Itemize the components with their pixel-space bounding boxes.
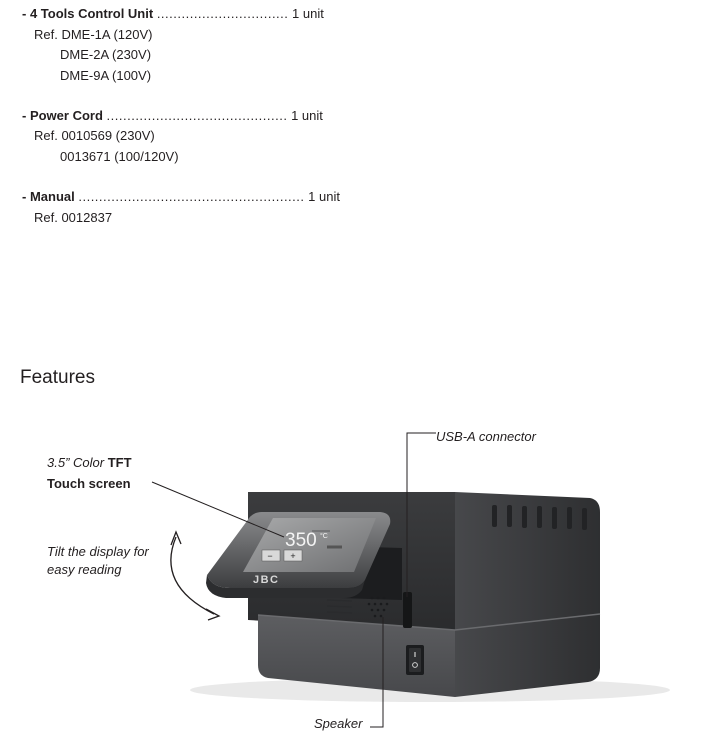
- touch-screen-callout: Touch screen: [47, 476, 131, 491]
- tft-callout-tft: TFT: [107, 455, 132, 470]
- tilt-callout-line1: Tilt the display for: [47, 544, 149, 559]
- speaker-callout: Speaker: [314, 716, 363, 731]
- svg-text:−: −: [267, 551, 273, 561]
- item-ref: Ref. DME-1A (120V): [34, 27, 153, 42]
- tft-callout-size: 3.5” Color: [47, 455, 105, 470]
- screen-temperature-unit: °C: [320, 533, 328, 540]
- item-label: - Power Cord: [22, 108, 103, 123]
- unit-side-panel: [455, 492, 600, 697]
- item-ref: 0013671 (100/120V): [60, 149, 179, 164]
- tft-callout: [47, 452, 132, 473]
- item-ref: Ref. 0010569 (230V): [34, 128, 155, 143]
- item-ref: DME-2A (230V): [60, 47, 152, 62]
- item-dots: ............................................: [106, 108, 288, 123]
- item-qty: 1 unit: [308, 189, 340, 204]
- item-ref: DME-9A (100V): [60, 68, 152, 83]
- screen-temperature: 350: [285, 530, 317, 551]
- svg-text:+: +: [290, 551, 296, 561]
- item-label: - Manual: [22, 189, 75, 204]
- tilt-callout-line2: easy reading: [47, 562, 122, 577]
- item-qty: 1 unit: [291, 108, 323, 123]
- item-ref: Ref. 0012837: [34, 210, 113, 225]
- item-dots: .......................................................: [78, 189, 305, 204]
- item-label: - 4 Tools Control Unit: [22, 6, 154, 21]
- tilt-arrow-head-down: [206, 609, 219, 620]
- features-title: Features: [20, 367, 95, 388]
- power-switch: [406, 645, 424, 675]
- brand-logo: JBC: [253, 574, 280, 586]
- usb-callout: USB-A connector: [436, 429, 536, 444]
- usb-port: [403, 592, 412, 628]
- item-dots: ................................: [156, 6, 289, 21]
- item-qty: 1 unit: [292, 6, 324, 21]
